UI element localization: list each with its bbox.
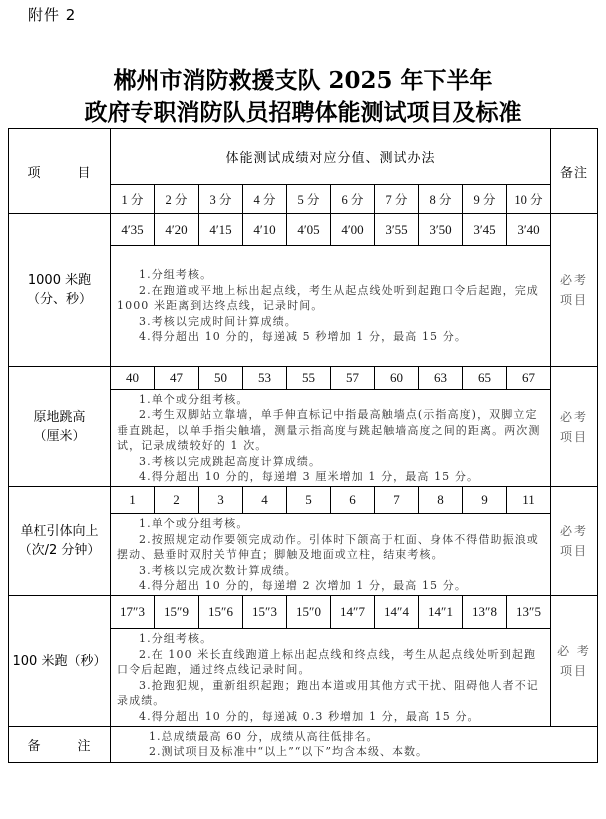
method-standing-jump: 1.单个或分组考核。 2.考生双脚站立靠墙，单手伸直标记中指最高触墙点(示指高度)，双脚立定垂直跳起，以单手指尖触墙，测量示指高度与跳起触墙高度之间的距离。两次测试，记录成绩较好的 1 次。 3.考核以完成跳起高度计算成绩。 4.得分超出 10 分的，每递增 3 厘米增加 1 分，最高 15 分。 (111, 390, 551, 487)
item-100m: 100 米跑（秒） (9, 596, 111, 726)
table-row-remarks (9, 726, 598, 762)
value-cell: 2 (155, 487, 199, 514)
value-cell: 57 (331, 367, 375, 390)
value-cell: 7 (375, 487, 419, 514)
value-cell: 4′15 (199, 214, 243, 246)
value-cell: 17″3 (111, 596, 155, 629)
value-cell: 65 (463, 367, 507, 390)
method-100m: 1.分组考核。 2.在 100 米长直线跑道上标出起点线和终点线，考生从起点线处听到起跑口令后起跑，通过终点线记录时间。 3.抢跑犯规，重新组织起跑；跑出本道或用其他方式干扰、阻碍他人者不记录成绩。 4.得分超出 10 分的，每递减 0.3 秒增加 1 分，最高 15 分。 (111, 629, 551, 726)
score-label: 1 分 (111, 184, 155, 213)
value-cell: 63 (419, 367, 463, 390)
value-cell: 60 (375, 367, 419, 390)
header-scores-title: 体能测试成绩对应分值、测试办法 (111, 129, 551, 185)
table-row-100m-values (9, 596, 598, 629)
value-cell: 4′20 (155, 214, 199, 246)
page-title-line1: 郴州市消防救援支队 2025 年下半年 (113, 67, 493, 94)
value-cell: 4′35 (111, 214, 155, 246)
value-cell: 14″7 (331, 596, 375, 629)
value-cell: 47 (155, 367, 199, 390)
value-cell: 4′10 (243, 214, 287, 246)
value-cell: 3′50 (419, 214, 463, 246)
score-label: 8 分 (419, 184, 463, 213)
value-cell: 8 (419, 487, 463, 514)
item-standing-jump: 原地跳高 （厘米） (9, 367, 111, 487)
value-cell: 3 (199, 487, 243, 514)
item-pull-up: 单杠引体向上 （次/2 分钟） (9, 487, 111, 596)
note-required: 必 考 项目 (551, 596, 598, 726)
value-cell: 15″0 (287, 596, 331, 629)
score-label: 3 分 (199, 184, 243, 213)
value-cell: 3′40 (507, 214, 551, 246)
value-cell: 4 (243, 487, 287, 514)
value-cell: 15″9 (155, 596, 199, 629)
value-cell: 67 (507, 367, 551, 390)
note-required: 必考 项目 (551, 487, 598, 596)
value-cell: 11 (507, 487, 551, 514)
value-cell: 1 (111, 487, 155, 514)
score-label: 2 分 (155, 184, 199, 213)
score-label: 4 分 (243, 184, 287, 213)
value-cell: 15″3 (243, 596, 287, 629)
header-item: 项 目 (9, 129, 111, 214)
value-cell: 4′00 (331, 214, 375, 246)
score-label: 9 分 (463, 184, 507, 213)
score-label: 10 分 (507, 184, 551, 213)
value-cell: 15″6 (199, 596, 243, 629)
value-cell: 14″1 (419, 596, 463, 629)
remarks-text: 1.总成绩最高 60 分，成绩从高往低排名。 2.测试项目及标准中“以上”“以下”均含本级、本数。 (111, 726, 598, 762)
value-cell: 40 (111, 367, 155, 390)
value-cell: 50 (199, 367, 243, 390)
value-cell: 4′05 (287, 214, 331, 246)
table-row-pullup-values (9, 487, 598, 514)
attachment-label: 附件 2 (28, 6, 77, 24)
note-required: 必考 项目 (551, 367, 598, 487)
value-cell: 3′45 (463, 214, 507, 246)
standards-table (8, 128, 598, 763)
table-row-1000m-values (9, 214, 598, 246)
value-cell: 5 (287, 487, 331, 514)
remarks-label: 备 注 (9, 726, 111, 762)
method-1000m: 1.分组考核。 2.在跑道或平地上标出起点线，考生从起点线处听到起跑口令后起跑，完成 1000 米距离到达终点线，记录时间。 3.考核以完成时间计算成绩。 4.得分超出 10 分的，每递减 5 秒增加 1 分，最高 15 分。 (111, 246, 551, 367)
item-1000m: 1000 米跑 （分、秒） (9, 214, 111, 367)
value-cell: 14″4 (375, 596, 419, 629)
score-label: 7 分 (375, 184, 419, 213)
header-note: 备注 (551, 129, 598, 214)
value-cell: 9 (463, 487, 507, 514)
note-required: 必考 项目 (551, 214, 598, 367)
value-cell: 53 (243, 367, 287, 390)
value-cell: 3′55 (375, 214, 419, 246)
score-label: 5 分 (287, 184, 331, 213)
value-cell: 13″8 (463, 596, 507, 629)
table-row-jump-values (9, 367, 598, 390)
value-cell: 55 (287, 367, 331, 390)
method-pull-up: 1.单个或分组考核。 2.按照规定动作要领完成动作。引体时下颌高于杠面、身体不得借助振浪或摆动、悬垂时双肘关节伸直；脚触及地面或立柱，结束考核。 3.考核以完成次数计算成绩。 4.得分超出 10 分的，每递增 2 次增加 1 分，最高 15 分。 (111, 514, 551, 596)
page-title-line2: 政府专职消防队员招聘体能测试项目及标准 (84, 99, 522, 126)
score-label: 6 分 (331, 184, 375, 213)
value-cell: 13″5 (507, 596, 551, 629)
value-cell: 6 (331, 487, 375, 514)
